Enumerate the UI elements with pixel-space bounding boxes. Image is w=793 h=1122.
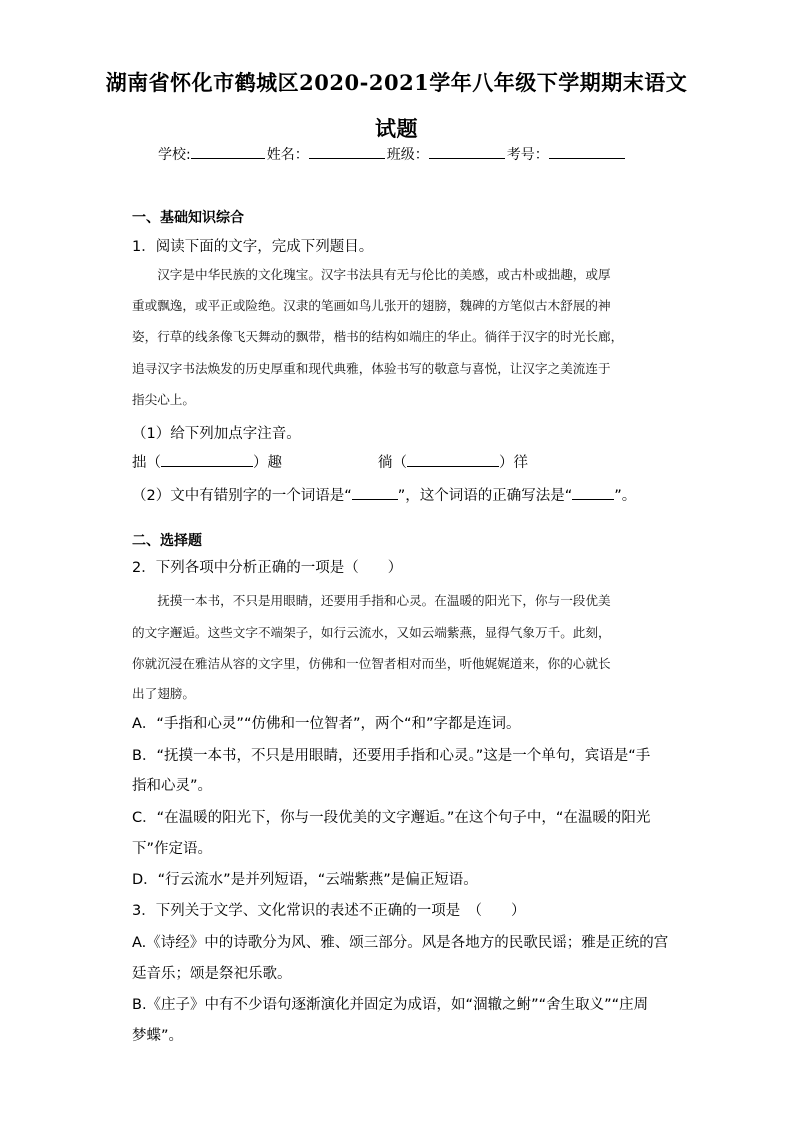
option-a: A．“手指和心灵”“仿佛和一位智者”，两个“和”字都是连词。 bbox=[132, 716, 521, 732]
sub-question-1: （1）给下列加点字注音。 bbox=[132, 426, 301, 442]
sub2-text-b: ”，这个词语的正确写法是“ bbox=[397, 488, 573, 504]
pinyin-b-blank[interactable] bbox=[407, 466, 499, 467]
number-blank[interactable] bbox=[549, 144, 625, 159]
passage-line: 姿，行草的线条像飞天舞动的飘带，楷书的结构如端庄的华止。徜徉于汉字的时光长廊， bbox=[132, 329, 624, 344]
exam-title-line1: 湖南省怀化市鹤城区2020-2021学年八年级下学期期末语文 bbox=[105, 70, 688, 95]
class-blank[interactable] bbox=[429, 144, 505, 159]
section-heading-2: 二、选择题 bbox=[132, 533, 202, 549]
option-c-cont: 下”作定语。 bbox=[132, 841, 213, 857]
pinyin-a-end: ）趣 bbox=[253, 455, 282, 471]
student-info-row bbox=[158, 144, 627, 164]
sub2-text-a: （2）文中有错别字的一个词语是“ bbox=[132, 488, 352, 504]
school-blank[interactable] bbox=[191, 144, 265, 159]
passage-line: 追寻汉字书法焕发的历史厚重和现代典雅，体验书写的敬意与喜悦，让汉字之美流连于 bbox=[132, 361, 611, 376]
pinyin-item-a bbox=[132, 451, 282, 472]
pinyin-a-char: 拙（ bbox=[132, 455, 161, 471]
question-3-stem: 3．下列关于文学、文化常识的表述不正确的一项是 （ ） bbox=[132, 903, 526, 919]
number-label: 考号： bbox=[506, 147, 549, 163]
q3-option-b: B.《庄子》中有不少语句逐渐演化并固定为成语，如“涸辙之鲋”“舍生取义”“庄周 bbox=[132, 997, 649, 1013]
pinyin-b-end: ）徉 bbox=[499, 455, 528, 471]
passage-line: 的文字邂逅。这些文字不端架子，如行云流水，又如云端紫燕，显得气象万千。此刻， bbox=[132, 625, 611, 640]
wrong-word-blank[interactable] bbox=[352, 499, 398, 500]
q3-option-a-cont: 廷音乐；颂是祭祀乐歌。 bbox=[132, 966, 292, 982]
passage-line: 你就沉浸在雅洁从容的文字里，仿佛和一位智者相对而坐，听他娓娓道来，你的心就长 bbox=[132, 656, 611, 671]
passage-line: 抚摸一本书，不只是用眼睛，还要用手指和心灵。在温暖的阳光下，你与一段优美 bbox=[132, 593, 611, 608]
question-2-stem: 2．下列各项中分析正确的一项是（ ） bbox=[132, 560, 403, 576]
school-label: 学校: bbox=[158, 147, 191, 163]
question-1-stem: 1．阅读下面的文字，完成下列题目。 bbox=[132, 239, 374, 255]
name-label: 姓名： bbox=[266, 147, 309, 163]
correct-word-blank[interactable] bbox=[572, 499, 614, 500]
pinyin-a-blank[interactable] bbox=[161, 466, 253, 467]
q3-option-a: A.《诗经》中的诗歌分为风、雅、颂三部分。风是各地方的民歌民谣；雅是正统的宫 bbox=[132, 935, 669, 951]
q3-option-b-cont: 梦蝶”。 bbox=[132, 1028, 184, 1044]
passage-line: 重或飘逸，或平正或险绝。汉隶的笔画如鸟儿张开的翅膀，魏碑的方笔似古木舒展的神 bbox=[132, 298, 611, 313]
option-c: C．“在温暖的阳光下，你与一段优美的文字邂逅。”在这个句子中，“在温暖的阳光 bbox=[132, 810, 651, 826]
passage-line: 出了翅膀。 bbox=[132, 686, 195, 701]
name-blank[interactable] bbox=[309, 144, 385, 159]
passage-line: 汉字是中华民族的文化瑰宝。汉字书法具有无与伦比的美感，或古朴或拙趣，或厚 bbox=[132, 267, 611, 282]
option-d: D．“行云流水”是并列短语，“云端紫燕”是偏正短语。 bbox=[132, 872, 478, 888]
exam-title-line2: 试题 bbox=[375, 116, 418, 141]
section-heading-1: 一、基础知识综合 bbox=[132, 210, 244, 226]
sub2-text-c: ”。 bbox=[614, 488, 637, 504]
passage-line: 指尖心上。 bbox=[132, 392, 195, 407]
option-b-cont: 指和心灵”。 bbox=[132, 778, 213, 794]
pinyin-b-char: 徜（ bbox=[378, 455, 407, 471]
sub-question-2 bbox=[132, 484, 636, 505]
class-label: 班级： bbox=[386, 147, 429, 163]
pinyin-item-b bbox=[378, 451, 528, 472]
option-b: B．“抚摸一本书，不只是用眼睛，还要用手指和心灵。”这是一个单句，宾语是“手 bbox=[132, 748, 651, 764]
